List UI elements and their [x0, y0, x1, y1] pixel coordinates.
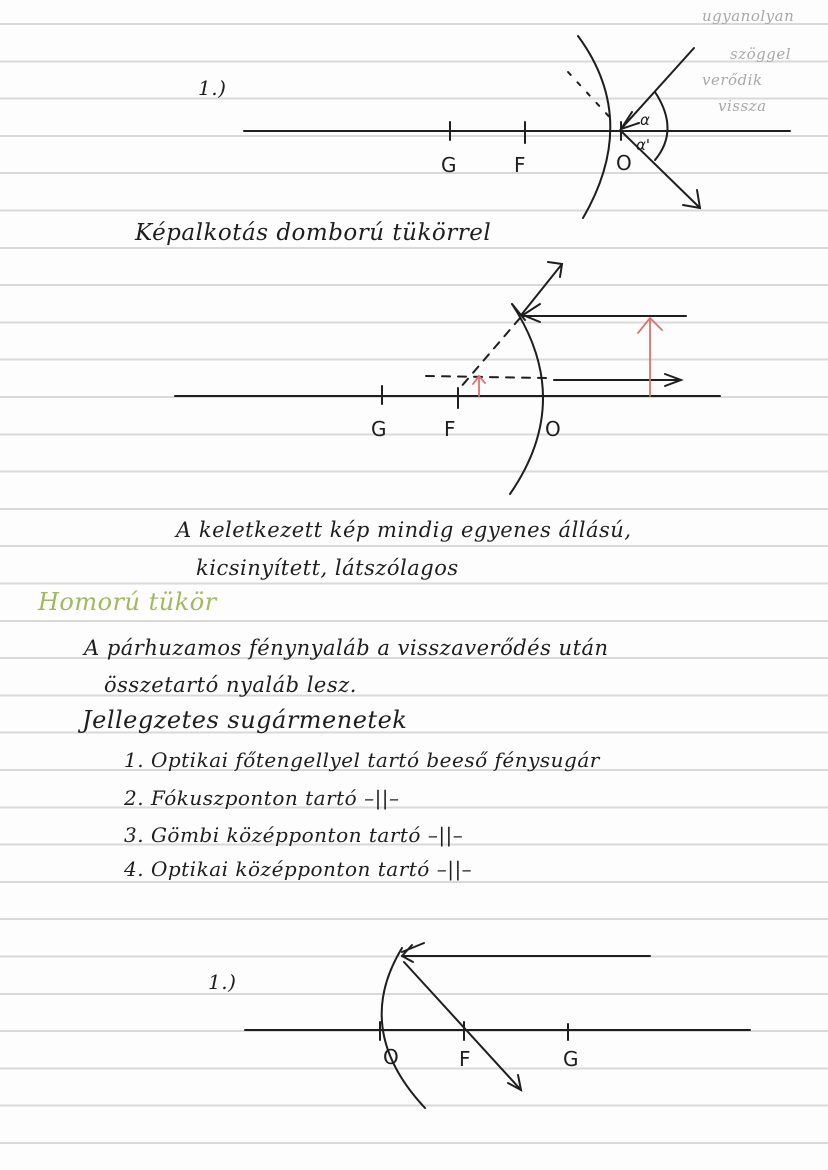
diagram-2-label: 1.): [208, 970, 237, 994]
axis-label-f: F: [444, 417, 456, 441]
rays-title: Jellegzetes sugármenetek: [82, 706, 408, 734]
axis-label-o: O: [545, 417, 561, 441]
convex-summary-line-2: kicsinyített, látszólagos: [196, 556, 459, 580]
ray-item: 1. Optikai főtengellyel tartó beeső fénysugár: [124, 748, 600, 772]
side-note-line: szöggel: [730, 45, 792, 63]
concave-ray-diagram-svg: [0, 920, 828, 1120]
ray-item: 2. Fókuszponton tartó –||–: [124, 786, 400, 810]
section-heading-concave: Homorú tükör: [38, 588, 217, 616]
diagram-1-label: 1.): [198, 76, 227, 100]
angle-alpha: α: [640, 111, 650, 129]
side-note-line: vissza: [718, 97, 767, 115]
axis-label-g: G: [441, 153, 457, 177]
side-note-line: verődik: [702, 71, 763, 89]
angle-alpha-prime: α': [636, 136, 651, 154]
ray-item: 3. Gömbi középponton tartó –||–: [124, 823, 464, 847]
axis-label-g: G: [563, 1047, 579, 1071]
convex-summary-line-1: A keletkezett kép mindig egyenes állású,: [176, 518, 632, 542]
convex-image-diagram-svg: [0, 250, 828, 500]
ray-item: 4. Optikai középponton tartó –||–: [124, 857, 473, 881]
axis-label-o: O: [383, 1045, 399, 1069]
axis-label-g: G: [371, 417, 387, 441]
concave-intro-line-2: összetartó nyaláb lesz.: [104, 673, 357, 697]
axis-label-o: O: [616, 151, 632, 175]
concave-intro-line-1: A párhuzamos fénynyaláb a visszaverődés után: [84, 636, 609, 660]
diagram-convex-image: [0, 250, 828, 500]
section-title-convex: Képalkotás domború tükörrel: [135, 220, 492, 246]
side-note-line: ugyanolyan: [702, 7, 795, 25]
reflection-diagram-svg: [0, 0, 828, 220]
diagram-concave-ray-1: [0, 920, 828, 1120]
axis-label-f: F: [459, 1047, 471, 1071]
axis-label-f: F: [514, 153, 526, 177]
diagram-reflection-angles: [0, 0, 828, 220]
